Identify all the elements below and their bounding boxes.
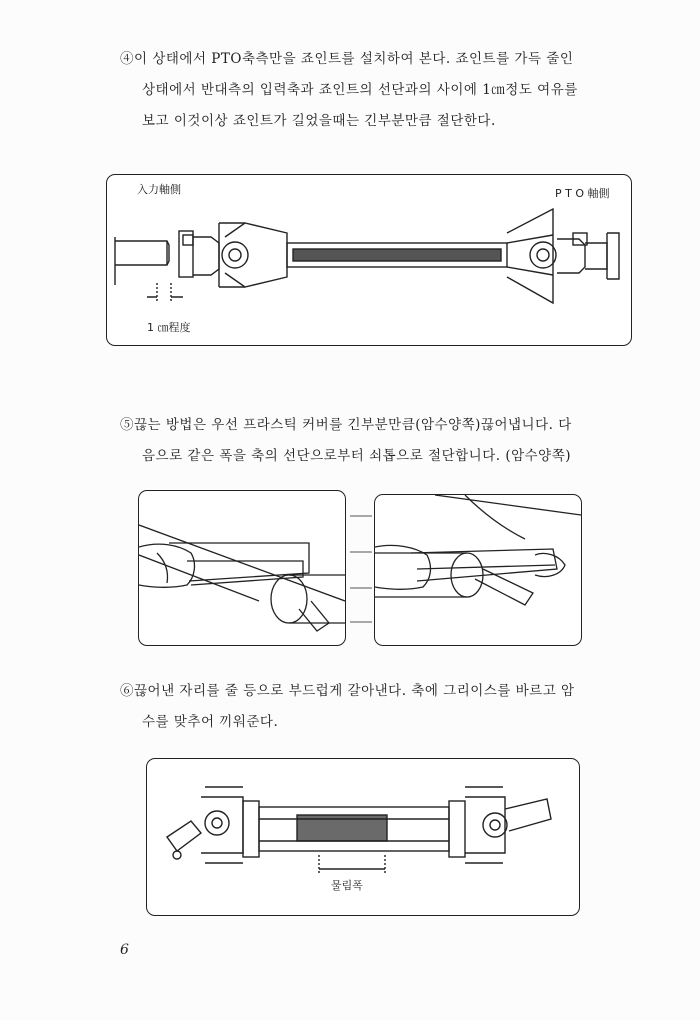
input-shaft-side-label: 入力軸側: [137, 183, 181, 196]
hacksaw-cutting-cover-drawing: [139, 491, 345, 645]
step5-marker: ⑤: [120, 417, 134, 433]
step6-line-2: 수를 맞추어 끼워준다.: [142, 714, 279, 730]
figure-joint-fitting: [106, 174, 632, 346]
page-number: 6: [120, 942, 129, 958]
figure-cutting-cover: [138, 490, 346, 646]
overlap-width-label: 물림폭: [331, 879, 363, 892]
step6-line-1: 끊어낸 자리를 줄 등으로 부드럽게 갈아낸다. 축에 그리이스를 바르고 암: [134, 683, 575, 699]
step4-line-3: 보고 이것이상 죠인트가 길었을때는 긴부분만큼 절단한다.: [142, 113, 496, 129]
joint-shaft-drawing: [107, 175, 631, 345]
step5-line-2: 음으로 같은 폭을 축의 선단으로부터 쇠톱으로 절단합니다. (암수양쪽): [142, 448, 572, 464]
step5-paragraph: [120, 410, 572, 472]
step6-paragraph: [120, 676, 575, 738]
step4-line-1: 이 상태에서 PTO축측만을 죠인트를 설치하여 본다. 죠인트를 가득 줄인: [134, 51, 574, 67]
pto-shaft-side-label: P T O 軸側: [555, 187, 610, 200]
figure-assembled-joint: [146, 758, 580, 916]
gap-label: 1 ㎝程度: [147, 321, 191, 334]
figure-cutting-shaft: [374, 494, 582, 646]
step6-marker: ⑥: [120, 683, 134, 699]
step4-marker: ④: [120, 51, 134, 67]
step4-line-2: 상태에서 반대측의 입력축과 죠인트의 선단과의 사이에 1㎝정도 여유를: [142, 82, 578, 98]
assembled-joint-drawing: [147, 759, 579, 915]
step5-line-1: 끊는 방법은 우선 프라스틱 커버를 긴부분만큼(암수양쪽)끊어냅니다. 다: [134, 417, 572, 433]
hacksaw-cutting-shaft-drawing: [375, 495, 581, 645]
step4-paragraph: [120, 44, 578, 137]
